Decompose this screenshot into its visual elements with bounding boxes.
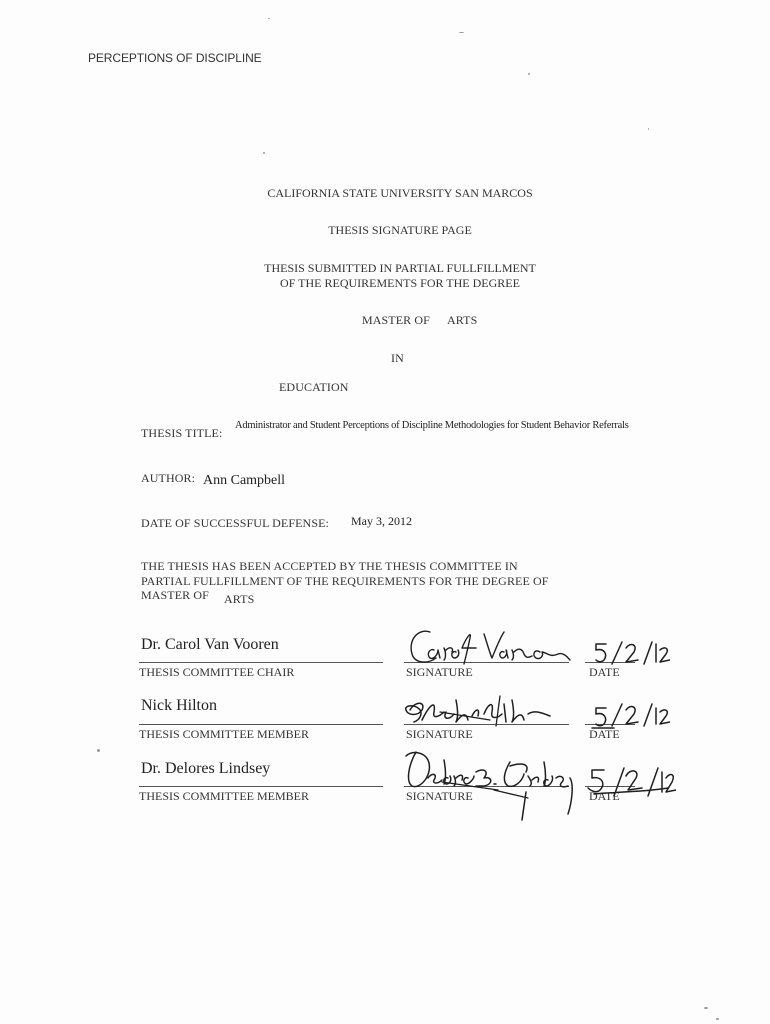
date-label: DATE bbox=[589, 727, 620, 741]
running-header: PERCEPTIONS OF DISCIPLINE bbox=[88, 51, 262, 65]
name-rule bbox=[139, 662, 383, 663]
member-name: Dr. Delores Lindsey bbox=[141, 760, 271, 777]
handwritten-date bbox=[590, 700, 670, 732]
signature-label: SIGNATURE bbox=[406, 789, 473, 803]
scan-speck bbox=[268, 18, 270, 19]
name-rule bbox=[139, 724, 383, 725]
handwritten-date bbox=[590, 638, 670, 670]
name-rule bbox=[139, 786, 383, 787]
degree-arts: ARTS bbox=[447, 313, 478, 327]
scan-speck bbox=[459, 32, 464, 33]
degree-master: MASTER OF bbox=[362, 313, 430, 327]
member-role: THESIS COMMITTEE MEMBER bbox=[139, 727, 310, 741]
date-label: DATE bbox=[589, 789, 620, 803]
defense-label: DATE OF SUCCESSFUL DEFENSE: bbox=[141, 516, 329, 530]
handwritten-signature bbox=[398, 742, 584, 822]
thesis-title-value: Administrator and Student Perceptions of Discipline Methodologies for Student Behavior Referrals bbox=[235, 420, 629, 431]
handwritten-date bbox=[584, 762, 676, 802]
member-role: THESIS COMMITTEE MEMBER bbox=[139, 789, 310, 803]
submitted-line-2: OF THE REQUIREMENTS FOR THE DEGREE bbox=[280, 276, 520, 290]
page-title: THESIS SIGNATURE PAGE bbox=[328, 223, 472, 237]
member-name: Nick Hilton bbox=[141, 697, 217, 714]
thesis-title-label: THESIS TITLE: bbox=[141, 426, 223, 440]
scan-speck bbox=[704, 1007, 708, 1009]
handwritten-signature bbox=[400, 618, 572, 680]
date-label: DATE bbox=[589, 665, 620, 679]
handwritten-signature bbox=[400, 690, 560, 734]
signature-label: SIGNATURE bbox=[406, 665, 473, 679]
submitted-line-1: THESIS SUBMITTED IN PARTIAL FULLFILLMENT bbox=[264, 261, 536, 275]
acceptance-line-3-master: MASTER OF bbox=[141, 588, 209, 602]
member-role: THESIS COMMITTEE CHAIR bbox=[139, 665, 295, 679]
signature-label: SIGNATURE bbox=[406, 727, 473, 741]
acceptance-line-3-arts: ARTS bbox=[224, 592, 255, 606]
author-value: Ann Campbell bbox=[203, 473, 286, 488]
in-word: IN bbox=[391, 351, 404, 365]
member-name: Dr. Carol Van Vooren bbox=[141, 636, 279, 653]
acceptance-line-1: THE THESIS HAS BEEN ACCEPTED BY THE THESIS COMMITTEE IN bbox=[141, 559, 518, 573]
scan-speck bbox=[528, 73, 530, 75]
defense-value: May 3, 2012 bbox=[351, 514, 412, 528]
university-name: CALIFORNIA STATE UNIVERSITY SAN MARCOS bbox=[267, 186, 533, 200]
author-label: AUTHOR: bbox=[141, 471, 196, 485]
scan-speck bbox=[716, 1018, 719, 1020]
field-name: EDUCATION bbox=[279, 380, 349, 394]
scan-speck bbox=[97, 749, 100, 752]
scan-speck bbox=[648, 128, 649, 130]
acceptance-line-2: PARTIAL FULLFILLMENT OF THE REQUIREMENTS FOR THE DEGREE OF bbox=[141, 574, 549, 588]
scan-speck bbox=[263, 152, 265, 154]
